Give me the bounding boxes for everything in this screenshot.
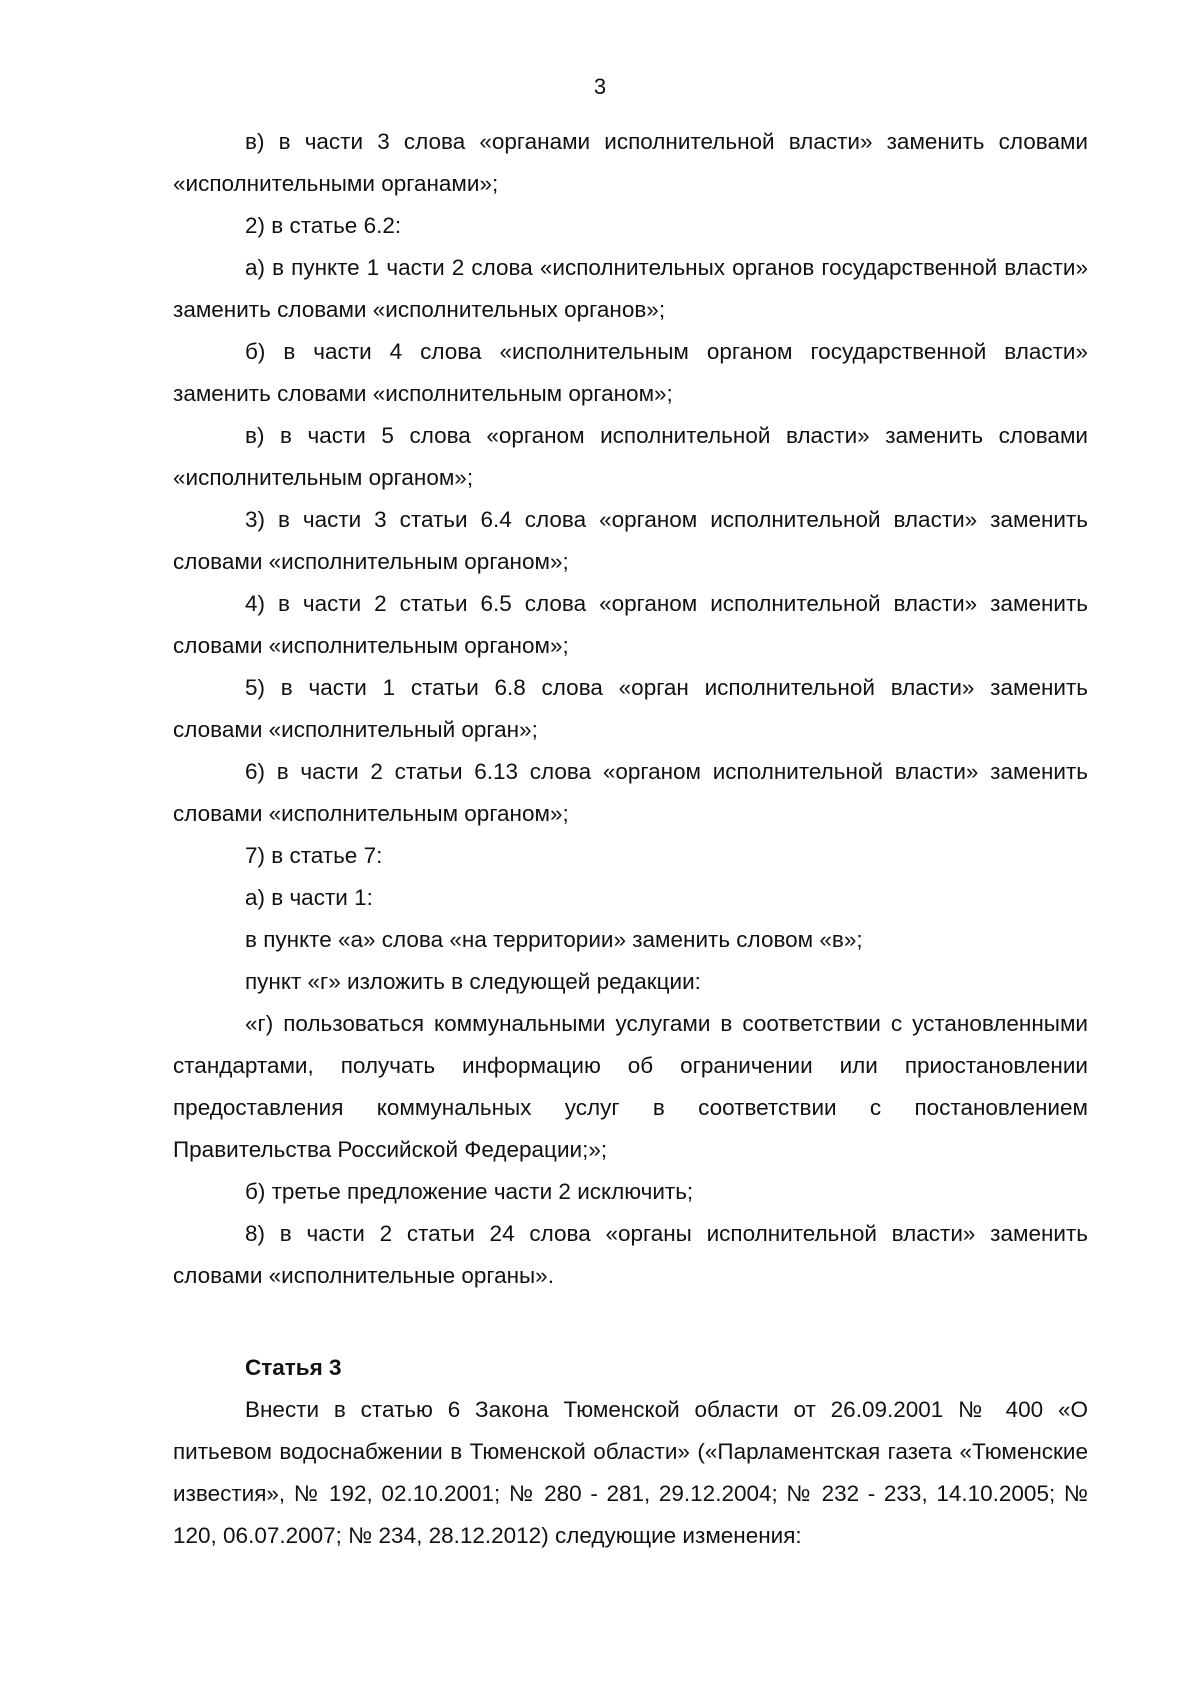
paragraph-2: 2) в статье 6.2: [245,213,402,238]
paragraph-6: 3) в части 3 статьи 6.4 слова «органом исполнительной власти» заменить словами «исполнительным органом»; [173,507,1088,574]
paragraph-12: в пункте «а» слова «на территории» заменить словом «в»; [245,927,863,952]
paragraph-13: пункт «г» изложить в следующей редакции: [245,969,701,994]
article-heading: Статья 3 [245,1355,342,1380]
document-body [173,121,1088,1557]
paragraph-4: б) в части 4 слова «исполнительным органом государственной власти» заменить словами «исполнительным органом»; [173,339,1088,406]
article-paragraph-1: Внести в статью 6 Закона Тюменской области от 26.09.2001 № 400 «О питьевом водоснабжении в Тюменской области» («Парламентская газета «Тюменские известия», № 192, 02.10.2001; № 280 - 281, 29.12.2004; № 232 - 233, 14.10.2005; № 120, 06.07.2007; № 234, 28.12.2012) следующие изменения: [173,1397,1088,1548]
paragraph-11: а) в части 1: [245,885,373,910]
paragraph-8: 5) в части 1 статьи 6.8 слова «орган исполнительной власти» заменить словами «исполнительный орган»; [173,675,1088,742]
paragraph-1: в) в части 3 слова «органами исполнительной власти» заменить словами «исполнительными органами»; [173,129,1088,196]
paragraph-15: б) третье предложение части 2 исключить; [245,1179,694,1204]
paragraph-16: 8) в части 2 статьи 24 слова «органы исполнительной власти» заменить словами «исполнительные органы». [173,1221,1088,1288]
paragraph-10: 7) в статье 7: [245,843,383,868]
paragraph-7: 4) в части 2 статьи 6.5 слова «органом исполнительной власти» заменить словами «исполнительным органом»; [173,591,1088,658]
paragraph-5: в) в части 5 слова «органом исполнительной власти» заменить словами «исполнительным органом»; [173,423,1088,490]
page-number: 3 [593,74,607,99]
paragraph-3: а) в пункте 1 части 2 слова «исполнительных органов государственной власти» заменить словами «исполнительных органов»; [173,255,1088,322]
paragraph-14: «г) пользоваться коммунальными услугами в соответствии с установленными стандартами, получать информацию об ограничении или приостановлении предоставления коммунальных услуг в соответствии с постановлением Правительства Российской Федерации;»; [173,1011,1088,1162]
paragraph-9: 6) в части 2 статьи 6.13 слова «органом исполнительной власти» заменить словами «исполнительным органом»; [173,759,1088,826]
